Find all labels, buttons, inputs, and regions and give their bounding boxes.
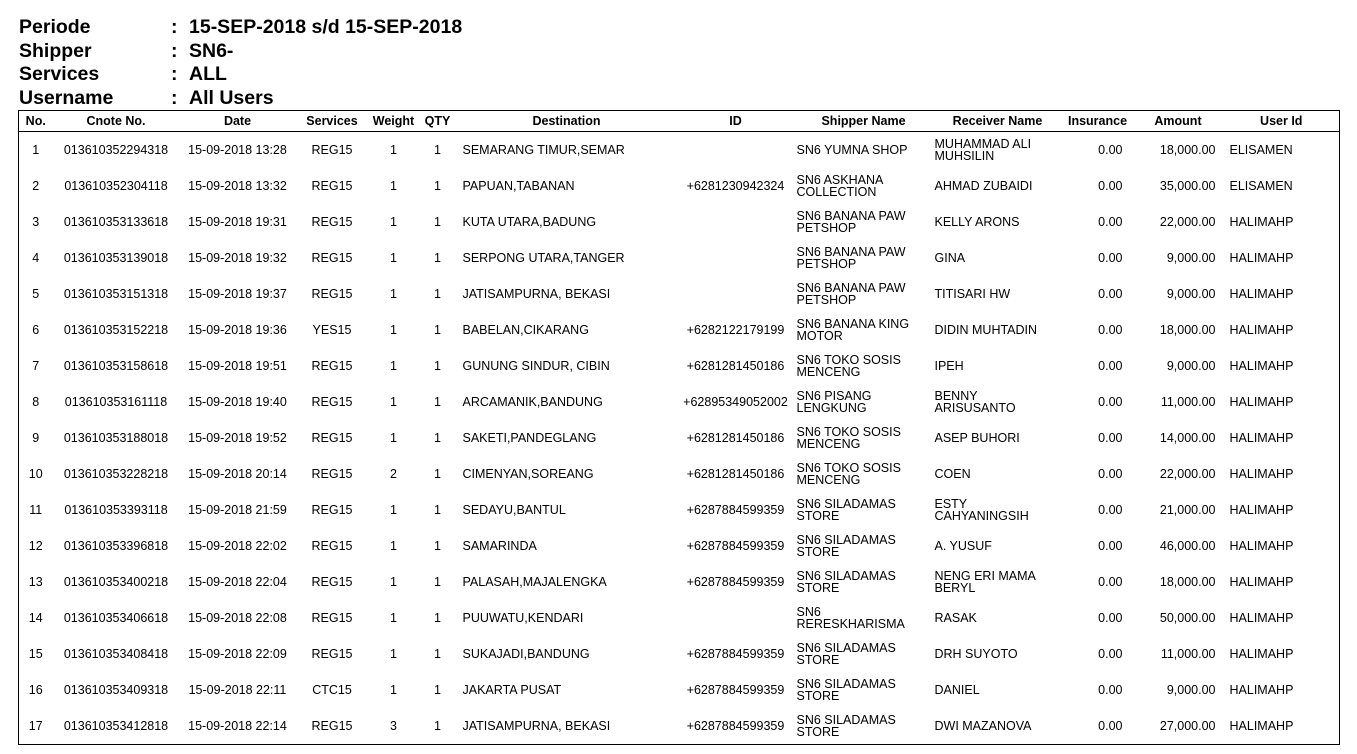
cell-receiver-name: DWI MAZANOVA	[934, 719, 1032, 733]
cell-destination: PALASAH,MAJALENGKA	[462, 575, 607, 589]
cell-no: 8	[32, 395, 40, 409]
table-row	[19, 204, 1340, 240]
cell-cnote: 013610353151318	[63, 287, 169, 301]
cell-cnote: 013610353400218	[63, 575, 169, 589]
cell-cnote: 013610352304118	[64, 179, 168, 193]
cell-qty: 1	[434, 431, 441, 445]
cell-receiver-name: GINA	[934, 251, 966, 265]
cell-receiver-name: RASAK	[934, 611, 977, 625]
cell-weight: 1	[390, 611, 397, 625]
cell-insurance: 0.00	[1098, 143, 1123, 157]
column-header-cnote: Cnote No.	[53, 111, 180, 132]
cell-shipper-name: SN6 SILADAMAS STORE	[796, 713, 896, 739]
cell-id: +6281281450186	[686, 431, 785, 445]
cell-no: 11	[29, 503, 43, 517]
cell-cnote: 013610353161118	[64, 395, 168, 409]
cell-date: 15-09-2018 22:09	[188, 647, 287, 661]
cell-id: +6281230942324	[686, 179, 785, 193]
table-row	[19, 456, 1340, 492]
colon: :	[171, 86, 178, 109]
cell-shipper-name: SN6 SILADAMAS STORE	[796, 569, 896, 595]
cell-destination: GUNUNG SINDUR, CIBIN	[462, 359, 610, 373]
cell-no: 13	[28, 575, 43, 589]
cell-receiver-name: NENG ERI MAMA BERYL	[934, 569, 1036, 595]
cell-cnote: 013610353406618	[63, 611, 169, 625]
cell-shipper-name: SN6 SILADAMAS STORE	[796, 641, 896, 667]
cell-shipper-name: SN6 RERESKHARISMA	[796, 605, 905, 631]
cell-id: +6287884599359	[686, 575, 785, 589]
cell-weight: 1	[390, 143, 397, 157]
cell-receiver-name: COEN	[934, 467, 971, 481]
cell-amount: 11,000.00	[1160, 395, 1216, 409]
cell-weight: 1	[390, 251, 397, 265]
colon: :	[171, 16, 178, 38]
cell-qty: 1	[434, 179, 441, 193]
cell-date: 15-09-2018 22:02	[188, 539, 287, 553]
cell-insurance: 0.00	[1098, 359, 1123, 373]
cell-qty: 1	[434, 143, 441, 157]
cell-no: 7	[32, 359, 40, 373]
table-row	[19, 240, 1340, 276]
cell-user-id: HALIMAHP	[1229, 467, 1294, 481]
periode-value: 15-SEP-2018 s/d 15-SEP-2018	[189, 16, 463, 38]
cell-insurance: 0.00	[1098, 215, 1123, 229]
cell-qty: 1	[434, 251, 441, 265]
cell-service: REG15	[311, 539, 353, 553]
cell-insurance: 0.00	[1098, 323, 1123, 337]
cell-weight: 1	[390, 647, 397, 661]
table-row	[19, 672, 1340, 708]
cell-destination: KUTA UTARA,BADUNG	[462, 215, 597, 229]
cell-weight: 1	[390, 539, 397, 553]
cell-receiver-name: DIDIN MUHTADIN	[934, 323, 1038, 337]
cell-insurance: 0.00	[1098, 611, 1123, 625]
cell-amount: 35,000.00	[1159, 179, 1216, 193]
cell-destination: PAPUAN,TABANAN	[462, 179, 575, 193]
cell-user-id: HALIMAHP	[1229, 647, 1294, 661]
cell-date: 15-09-2018 19:40	[188, 395, 287, 409]
cell-receiver-name: MUHAMMAD ALI MUHSILIN	[934, 137, 1032, 163]
cell-qty: 1	[434, 287, 441, 301]
cell-service: REG15	[311, 395, 353, 409]
cell-shipper-name: SN6 ASKHANA COLLECTION	[796, 173, 883, 199]
cell-qty: 1	[434, 323, 441, 337]
cell-amount: 18,000.00	[1159, 143, 1216, 157]
cell-qty: 1	[434, 575, 441, 589]
cell-weight: 1	[390, 179, 397, 193]
colon: :	[171, 39, 178, 62]
cell-date: 15-09-2018 22:14	[188, 719, 287, 733]
column-header-no: No.	[19, 111, 53, 132]
cell-destination: BABELAN,CIKARANG	[462, 323, 589, 337]
cell-user-id: ELISAMEN	[1229, 179, 1293, 193]
periode-row	[19, 16, 462, 40]
shipper-value: SN6-	[189, 39, 234, 62]
cell-no: 1	[32, 143, 40, 157]
cell-shipper-name: SN6 SILADAMAS STORE	[796, 533, 896, 559]
cell-insurance: 0.00	[1098, 575, 1123, 589]
cell-destination: SUKAJADI,BANDUNG	[462, 647, 590, 661]
cell-qty: 1	[434, 467, 441, 481]
cell-receiver-name: TITISARI HW	[934, 287, 1011, 301]
cell-amount: 22,000.00	[1159, 215, 1216, 229]
cell-receiver-name: DANIEL	[934, 683, 980, 697]
cell-amount: 14,000.00	[1159, 431, 1216, 445]
cell-id: +6287884599359	[686, 683, 785, 697]
cell-amount: 9,000.00	[1166, 251, 1216, 265]
cell-user-id: HALIMAHP	[1229, 323, 1294, 337]
cell-user-id: HALIMAHP	[1229, 575, 1294, 589]
cell-receiver-name: ASEP BUHORI	[934, 431, 1020, 445]
table-row	[19, 132, 1340, 169]
cell-service: REG15	[311, 287, 353, 301]
cell-insurance: 0.00	[1098, 395, 1123, 409]
cell-weight: 1	[390, 431, 397, 445]
username-row	[19, 87, 462, 111]
shipment-table	[18, 110, 1340, 745]
column-header-date: Date	[180, 111, 296, 132]
cell-id: +6287884599359	[686, 503, 785, 517]
cell-amount: 46,000.00	[1159, 539, 1216, 553]
cell-insurance: 0.00	[1098, 719, 1123, 733]
cell-weight: 1	[390, 395, 397, 409]
cell-service: REG15	[311, 719, 353, 733]
cell-id: +6287884599359	[686, 539, 785, 553]
cell-weight: 1	[390, 575, 397, 589]
cell-shipper-name: SN6 BANANA PAW PETSHOP	[796, 281, 906, 307]
cell-destination: JATISAMPURNA, BEKASI	[462, 719, 611, 733]
cell-qty: 1	[434, 359, 441, 373]
cell-no: 9	[32, 431, 40, 445]
cell-id: +6281281450186	[686, 359, 785, 373]
cell-insurance: 0.00	[1098, 467, 1123, 481]
cell-no: 17	[28, 719, 43, 733]
column-header-user-id: User Id	[1224, 111, 1340, 132]
report-header	[19, 16, 462, 110]
cell-destination: JATISAMPURNA, BEKASI	[462, 287, 611, 301]
cell-weight: 1	[390, 323, 397, 337]
cell-qty: 1	[434, 647, 441, 661]
cell-receiver-name: AHMAD ZUBAIDI	[934, 179, 1033, 193]
cell-destination: SERPONG UTARA,TANGER	[462, 251, 625, 265]
username-value: All Users	[189, 86, 274, 109]
cell-weight: 2	[390, 467, 397, 481]
cell-cnote: 013610352294318	[63, 143, 169, 157]
cell-user-id: HALIMAHP	[1229, 287, 1294, 301]
cell-id	[677, 132, 795, 169]
cell-id: +6281281450186	[686, 467, 785, 481]
column-header-qty: QTY	[419, 111, 457, 132]
periode-label: Periode	[19, 16, 91, 38]
cell-no: 15	[28, 647, 43, 661]
cell-service: YES15	[312, 323, 352, 337]
services-row	[19, 63, 462, 87]
cell-weight: 1	[390, 359, 397, 373]
cell-amount: 9,000.00	[1166, 287, 1216, 301]
cell-date: 15-09-2018 19:52	[188, 431, 287, 445]
cell-id	[677, 240, 795, 276]
cell-user-id: HALIMAHP	[1229, 395, 1294, 409]
services-label: Services	[19, 63, 100, 85]
cell-no: 14	[28, 611, 43, 625]
cell-cnote: 013610353228218	[63, 467, 169, 481]
table-row	[19, 636, 1340, 672]
cell-date: 15-09-2018 20:14	[188, 467, 287, 481]
cell-shipper-name: SN6 TOKO SOSIS MENCENG	[796, 353, 901, 379]
column-header-services: Services	[296, 111, 369, 132]
cell-destination: CIMENYAN,SOREANG	[462, 467, 594, 481]
cell-date: 15-09-2018 19:36	[188, 323, 287, 337]
shipper-label: Shipper	[19, 39, 92, 62]
cell-qty: 1	[434, 395, 441, 409]
cell-user-id: HALIMAHP	[1229, 359, 1294, 373]
cell-amount: 11,000.00	[1160, 647, 1216, 661]
cell-qty: 1	[434, 503, 441, 517]
cell-amount: 22,000.00	[1159, 467, 1216, 481]
cell-insurance: 0.00	[1098, 683, 1123, 697]
cell-user-id: HALIMAHP	[1229, 719, 1294, 733]
username-label: Username	[19, 86, 114, 109]
cell-insurance: 0.00	[1098, 431, 1123, 445]
cell-service: REG15	[311, 143, 353, 157]
cell-no: 3	[32, 215, 40, 229]
cell-service: REG15	[311, 647, 353, 661]
cell-id: +6282122179199	[686, 323, 785, 337]
cell-weight: 1	[390, 287, 397, 301]
cell-cnote: 013610353133618	[63, 215, 169, 229]
cell-date: 15-09-2018 19:32	[188, 251, 287, 265]
cell-date: 15-09-2018 22:11	[188, 683, 287, 697]
table-row	[19, 276, 1340, 312]
cell-receiver-name: IPEH	[934, 359, 964, 373]
cell-shipper-name: SN6 BANANA PAW PETSHOP	[796, 209, 906, 235]
cell-id	[677, 600, 795, 636]
cell-service: REG15	[311, 575, 353, 589]
table-row	[19, 492, 1340, 528]
column-header-id: ID	[677, 111, 795, 132]
cell-no: 5	[32, 287, 40, 301]
cell-qty: 1	[434, 539, 441, 553]
shipper-row	[19, 40, 462, 64]
cell-cnote: 013610353408418	[63, 647, 169, 661]
cell-user-id: HALIMAHP	[1229, 503, 1294, 517]
cell-user-id: HALIMAHP	[1229, 251, 1294, 265]
cell-service: REG15	[311, 467, 353, 481]
cell-user-id: HALIMAHP	[1229, 539, 1294, 553]
cell-date: 15-09-2018 19:37	[188, 287, 287, 301]
cell-insurance: 0.00	[1098, 539, 1123, 553]
cell-date: 15-09-2018 13:32	[188, 179, 287, 193]
colon: :	[171, 63, 178, 85]
cell-user-id: ELISAMEN	[1229, 143, 1293, 157]
cell-service: REG15	[311, 251, 353, 265]
table-row	[19, 168, 1340, 204]
cell-shipper-name: SN6 PISANG LENGKUNG	[796, 389, 872, 415]
cell-insurance: 0.00	[1098, 647, 1123, 661]
cell-shipper-name: SN6 TOKO SOSIS MENCENG	[796, 425, 901, 451]
column-header-amount: Amount	[1133, 111, 1224, 132]
cell-cnote: 013610353188018	[63, 431, 169, 445]
cell-service: CTC15	[312, 683, 352, 697]
cell-destination: ARCAMANIK,BANDUNG	[462, 395, 603, 409]
cell-user-id: HALIMAHP	[1229, 683, 1294, 697]
table-row	[19, 600, 1340, 636]
cell-service: REG15	[311, 503, 353, 517]
cell-no: 2	[32, 179, 40, 193]
cell-weight: 1	[390, 503, 397, 517]
services-value: ALL	[189, 63, 227, 85]
cell-destination: SAKETI,PANDEGLANG	[462, 431, 597, 445]
cell-qty: 1	[434, 719, 441, 733]
cell-receiver-name: BENNY ARISUSANTO	[934, 389, 1016, 415]
cell-date: 15-09-2018 19:31	[188, 215, 287, 229]
cell-date: 15-09-2018 22:08	[188, 611, 287, 625]
cell-weight: 3	[390, 719, 397, 733]
cell-shipper-name: SN6 YUMNA SHOP	[796, 143, 908, 157]
cell-cnote: 013610353412818	[63, 719, 169, 733]
cell-user-id: HALIMAHP	[1229, 431, 1294, 445]
column-header-shipper-name: Shipper Name	[795, 111, 933, 132]
cell-no: 10	[28, 467, 43, 481]
cell-user-id: HALIMAHP	[1229, 215, 1294, 229]
cell-cnote: 013610353139018	[63, 251, 169, 265]
cell-receiver-name: ESTY CAHYANINGSIH	[934, 497, 1029, 523]
cell-shipper-name: SN6 BANANA PAW PETSHOP	[796, 245, 906, 271]
cell-qty: 1	[434, 683, 441, 697]
cell-amount: 21,000.00	[1159, 503, 1216, 517]
cell-weight: 1	[390, 683, 397, 697]
cell-cnote: 013610353158618	[63, 359, 169, 373]
cell-qty: 1	[434, 611, 441, 625]
cell-amount: 27,000.00	[1159, 719, 1216, 733]
cell-amount: 9,000.00	[1166, 359, 1216, 373]
cell-id: +6287884599359	[686, 647, 785, 661]
cell-shipper-name: SN6 BANANA KING MOTOR	[796, 317, 910, 343]
cell-receiver-name: DRH SUYOTO	[934, 647, 1018, 661]
cell-destination: JAKARTA PUSAT	[462, 683, 562, 697]
cell-no: 12	[28, 539, 43, 553]
cell-no: 4	[32, 251, 40, 265]
cell-id	[677, 276, 795, 312]
column-header-weight: Weight	[369, 111, 419, 132]
cell-insurance: 0.00	[1098, 251, 1123, 265]
cell-shipper-name: SN6 TOKO SOSIS MENCENG	[796, 461, 901, 487]
cell-amount: 50,000.00	[1159, 611, 1216, 625]
cell-no: 6	[32, 323, 40, 337]
cell-date: 15-09-2018 13:28	[188, 143, 287, 157]
cell-destination: SEMARANG TIMUR,SEMAR	[462, 143, 625, 157]
table-row	[19, 384, 1340, 420]
cell-date: 15-09-2018 22:04	[188, 575, 287, 589]
cell-receiver-name: A. YUSUF	[934, 539, 992, 553]
table-header-row	[19, 111, 1340, 132]
cell-amount: 18,000.00	[1159, 323, 1216, 337]
cell-service: REG15	[311, 611, 353, 625]
cell-cnote: 013610353393118	[64, 503, 168, 517]
cell-receiver-name: KELLY ARONS	[934, 215, 1020, 229]
cell-no: 16	[28, 683, 43, 697]
cell-insurance: 0.00	[1098, 503, 1123, 517]
cell-amount: 18,000.00	[1159, 575, 1216, 589]
table-row	[19, 420, 1340, 456]
table-row	[19, 564, 1340, 600]
cell-date: 15-09-2018 19:51	[188, 359, 287, 373]
column-header-destination: Destination	[457, 111, 677, 132]
cell-insurance: 0.00	[1098, 287, 1123, 301]
cell-cnote: 013610353409318	[63, 683, 169, 697]
cell-service: REG15	[311, 359, 353, 373]
cell-destination: SEDAYU,BANTUL	[462, 503, 566, 517]
cell-amount: 9,000.00	[1166, 683, 1216, 697]
cell-id: +62895349052002	[683, 395, 788, 409]
cell-qty: 1	[434, 215, 441, 229]
table-row	[19, 708, 1340, 745]
cell-shipper-name: SN6 SILADAMAS STORE	[796, 677, 896, 703]
cell-date: 15-09-2018 21:59	[188, 503, 287, 517]
table-row	[19, 348, 1340, 384]
cell-service: REG15	[311, 431, 353, 445]
cell-shipper-name: SN6 SILADAMAS STORE	[796, 497, 896, 523]
column-header-insurance: Insurance	[1063, 111, 1133, 132]
column-header-receiver-name: Receiver Name	[933, 111, 1063, 132]
cell-id: +6287884599359	[686, 719, 785, 733]
cell-insurance: 0.00	[1098, 179, 1123, 193]
cell-service: REG15	[311, 215, 353, 229]
cell-cnote: 013610353396818	[63, 539, 169, 553]
cell-destination: PUUWATU,KENDARI	[462, 611, 584, 625]
cell-cnote: 013610353152218	[63, 323, 169, 337]
cell-id	[677, 204, 795, 240]
table-row	[19, 312, 1340, 348]
cell-weight: 1	[390, 215, 397, 229]
table-row	[19, 528, 1340, 564]
cell-user-id: HALIMAHP	[1229, 611, 1294, 625]
cell-service: REG15	[311, 179, 353, 193]
cell-destination: SAMARINDA	[462, 539, 537, 553]
